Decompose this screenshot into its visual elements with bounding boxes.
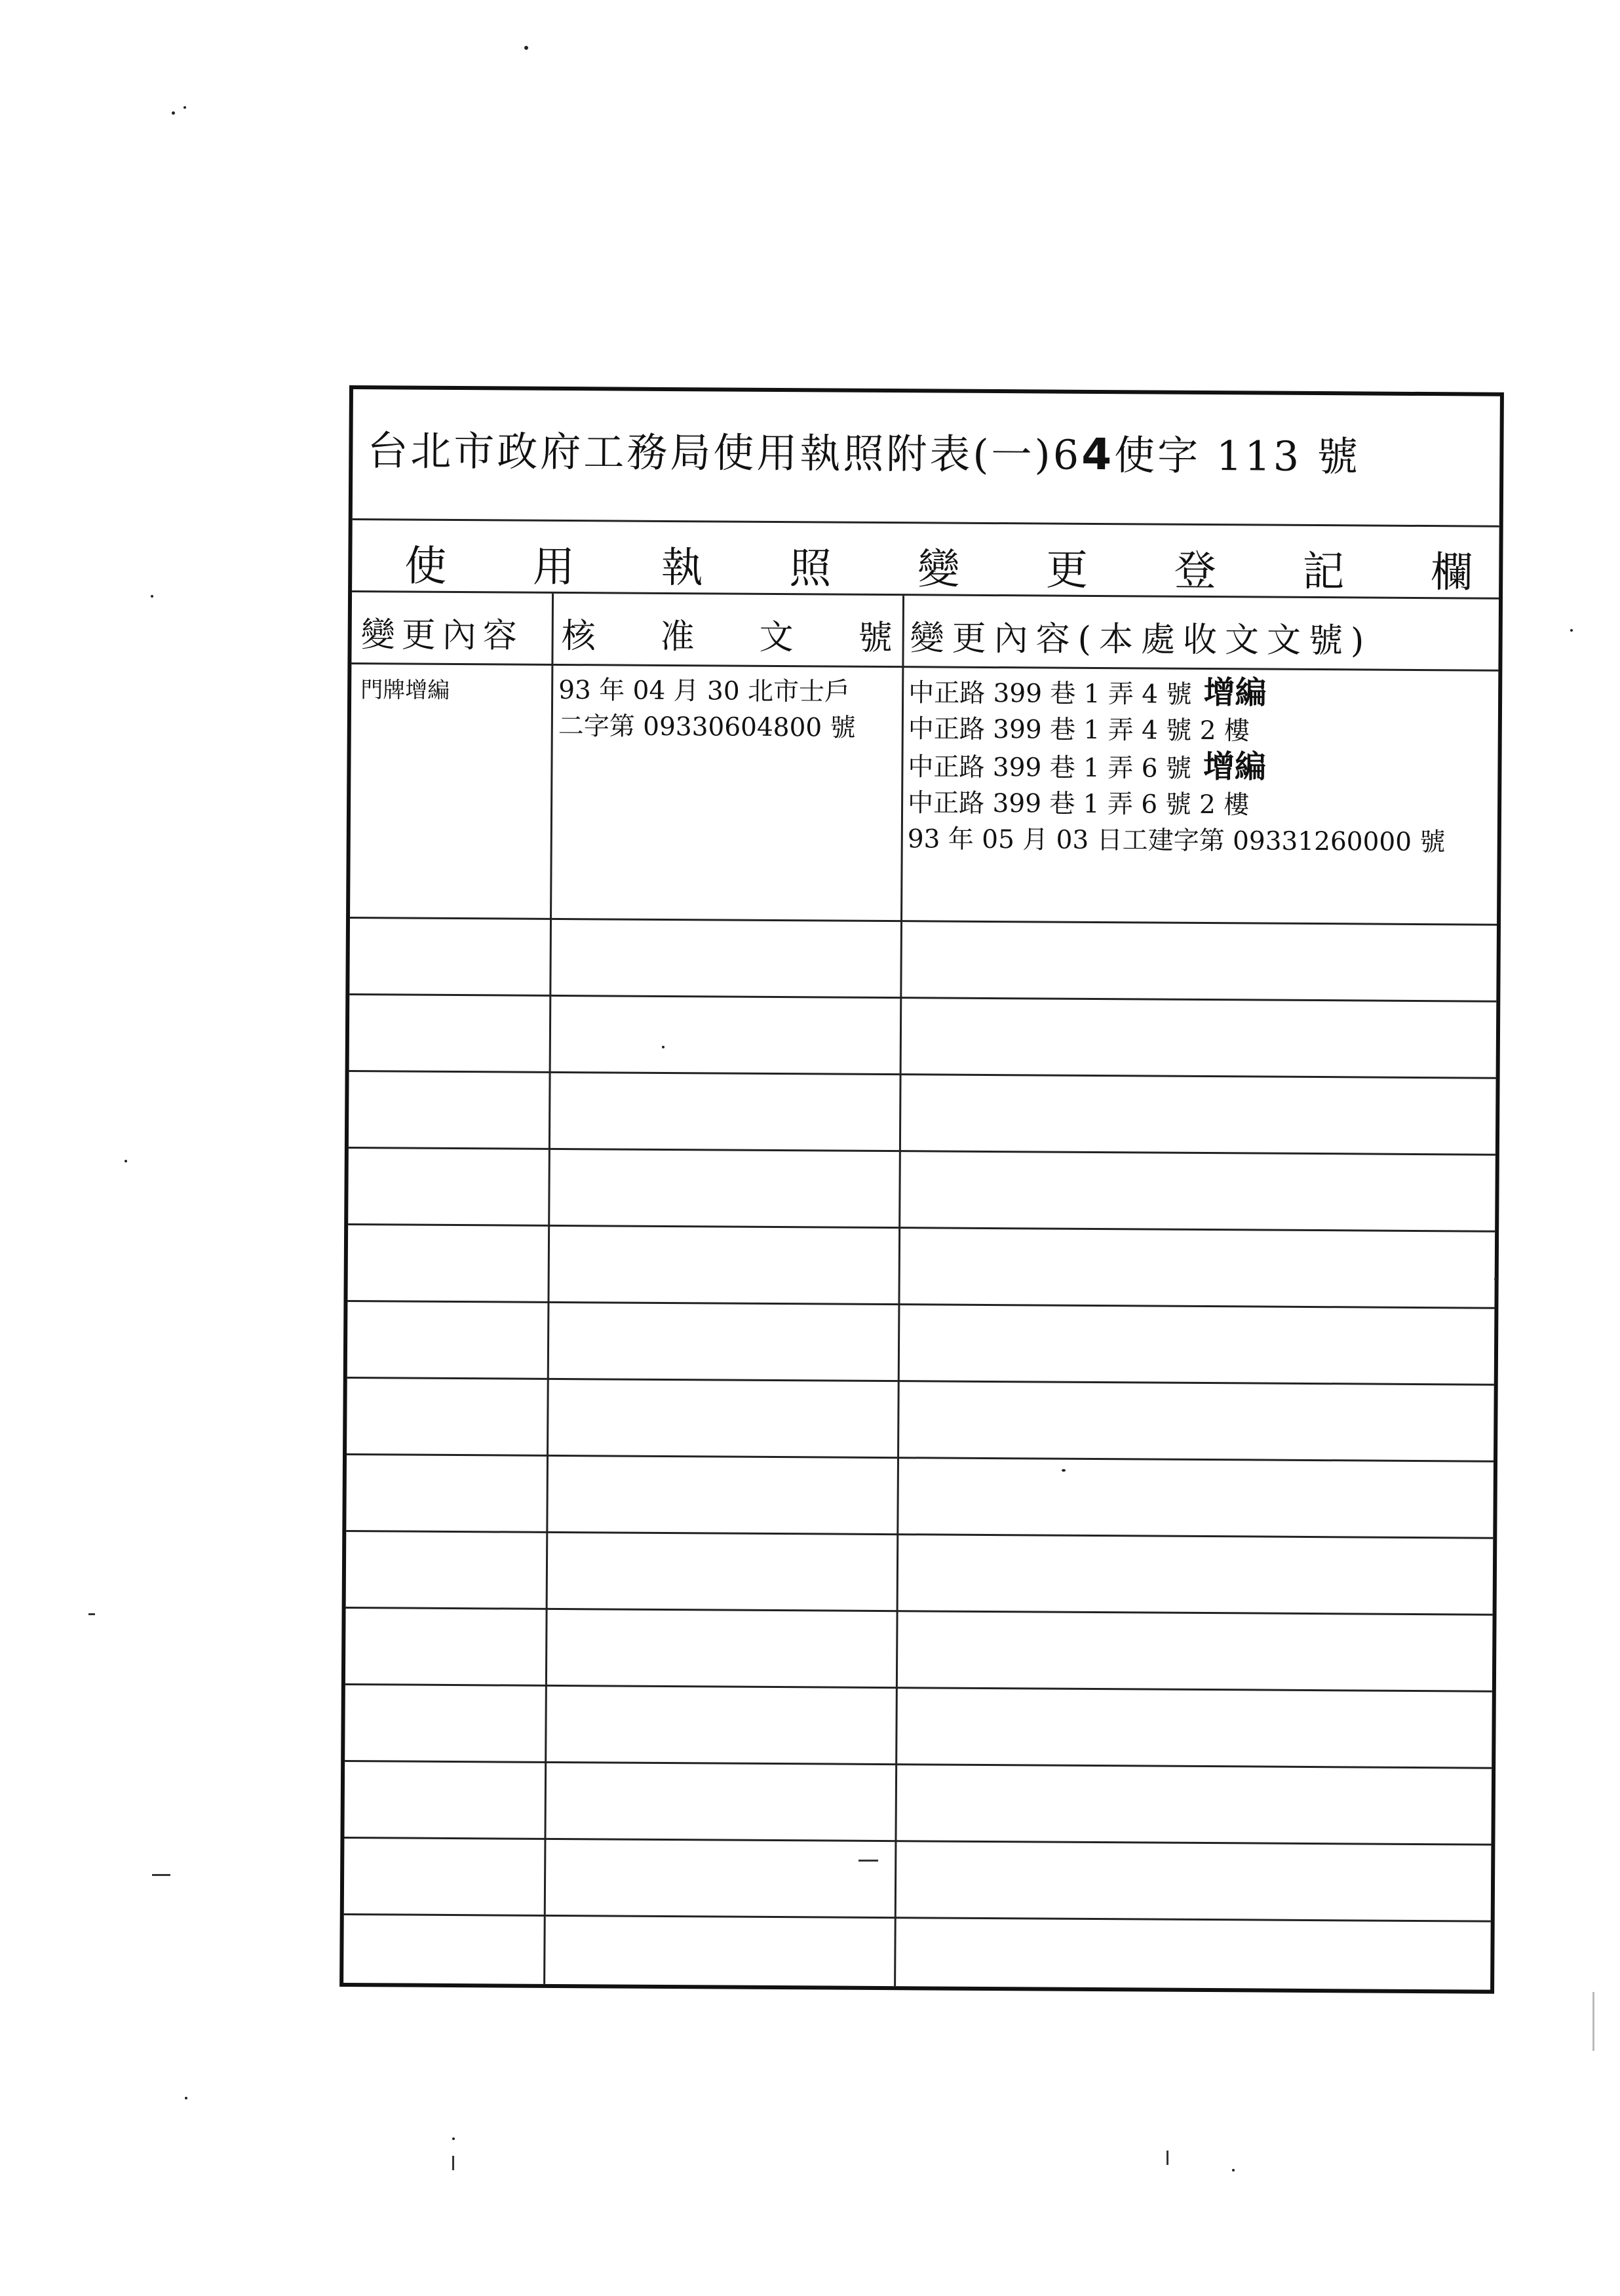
row-divider <box>348 1223 1495 1233</box>
scan-speck <box>185 2097 187 2099</box>
scan-speck <box>1494 1278 1497 1280</box>
header-change-content: 變更內容 <box>360 615 524 656</box>
scan-speck <box>1570 629 1573 632</box>
detail-line: 中正路 399 巷 1 弄 4 號 增編 <box>908 674 1267 712</box>
row-divider <box>347 1300 1494 1309</box>
scan-mark <box>88 1613 95 1615</box>
column-header-row <box>351 592 1499 672</box>
row-divider <box>347 1377 1494 1386</box>
detail-line: 中正路 399 巷 1 弄 4 號 2 樓 <box>908 714 1250 746</box>
scan-speck <box>524 46 528 50</box>
form-title: 台北市政府工務局使用執照附表(一)64使字 113 號 <box>367 427 1361 481</box>
row-divider <box>344 1913 1491 1923</box>
row-divider <box>347 1453 1494 1463</box>
row-divider <box>349 993 1496 1003</box>
entry-change-content: 門牌增編 <box>360 677 450 704</box>
column-divider <box>543 594 554 1984</box>
scan-mark <box>452 2156 454 2170</box>
row-divider <box>344 1837 1491 1846</box>
row-divider <box>346 1530 1493 1539</box>
stamp-mark: 增編 <box>1203 674 1267 712</box>
detail-line: 中正路 399 巷 1 弄 6 號 2 樓 <box>907 788 1250 820</box>
handwritten-digit: 4 <box>1081 429 1115 480</box>
scan-speck <box>125 1160 127 1162</box>
scan-mark <box>1167 2151 1168 2165</box>
row-divider <box>345 1683 1492 1693</box>
row-divider <box>346 1607 1493 1616</box>
header-change-detail: 變更內容(本處收文文號) <box>910 619 1372 661</box>
section-title: 使 用 執 照 變 更 登 記 欄 <box>404 542 1473 598</box>
scan-speck <box>1232 2169 1235 2172</box>
detail-line: 93 年 05 月 03 日工建字第 09331260000 號 <box>907 824 1446 858</box>
row-divider <box>349 1070 1496 1079</box>
row-divider <box>349 1147 1495 1156</box>
scan-speck <box>662 1046 665 1048</box>
detail-line: 中正路 399 巷 1 弄 6 號 增編 <box>908 748 1267 786</box>
entry-approval-number: 93 年 04 月 30 北市士戶 二字第 09330604800 號 <box>558 675 856 743</box>
section-row <box>352 520 1499 600</box>
entry-change-detail <box>908 673 1446 860</box>
scan-speck <box>172 111 175 115</box>
scan-speck <box>1062 1469 1066 1472</box>
title-row <box>353 389 1500 527</box>
row-divider <box>350 917 1497 926</box>
scan-speck <box>183 106 186 109</box>
column-divider <box>894 596 904 1986</box>
scan-speck <box>151 595 153 598</box>
header-approval-number: 核 准 文 號 <box>561 616 893 659</box>
scan-mark <box>858 1860 878 1862</box>
license-form <box>339 385 1504 1994</box>
stamp-mark: 增編 <box>1203 748 1267 786</box>
scan-speck <box>452 2137 455 2140</box>
scan-mark <box>1592 1992 1594 2051</box>
row-divider <box>345 1760 1492 1769</box>
scan-mark <box>152 1874 170 1876</box>
